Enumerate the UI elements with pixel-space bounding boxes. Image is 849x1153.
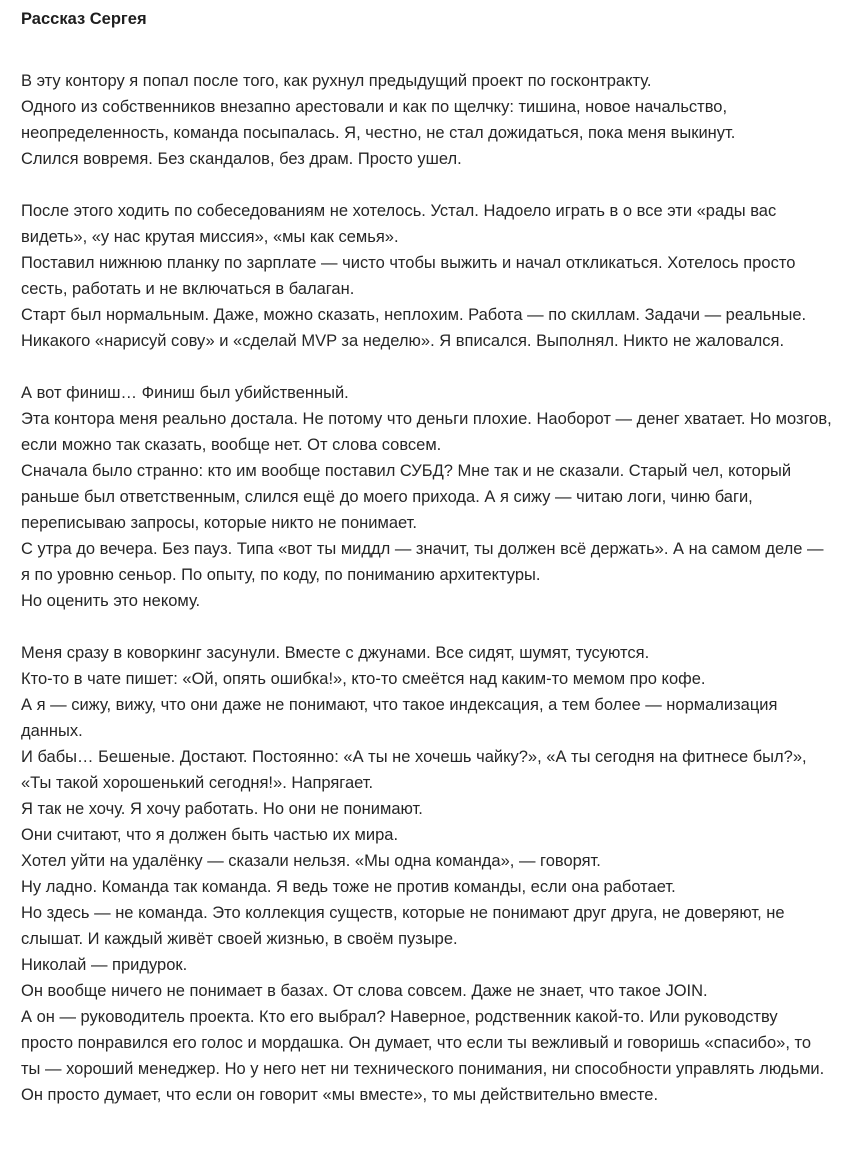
text-line: А он — руководитель проекта. Кто его выбрал? Наверное, родственник какой-то. Или руководству просто понравился его голос и мордашка. Он думает, что если ты вежливый и говоришь «спасибо», то ты — хороший менеджер. Но у него нет ни технического понимания, ни способности управлять людьми. Он просто думает, что если он говорит «мы вместе», то мы действительно вместе. (21, 1008, 829, 1104)
text-line: Одного из собственников внезапно арестовали и как по щелчку: тишина, новое начальство, неопределенность, команда посыпалась. Я, честно, не стал дожидаться, пока меня выкинут. (21, 98, 736, 142)
text-line: Но здесь — не команда. Это коллекция существ, которые не понимают друг друга, не доверяют, не слышат. И каждый живёт своей жизнью, в своём пузыре. (21, 904, 790, 948)
text-line: Хотел уйти на удалёнку — сказали нельзя. «Мы одна команда», — говорят. (21, 852, 601, 870)
text-line: С утра до вечера. Без пауз. Типа «вот ты миддл — значит, ты должен всё держать». А на самом деле — я по уровню сеньор. По опыту, по коду, по пониманию архитектуры. (21, 540, 829, 584)
document-title: Рассказ Сергея (21, 10, 147, 28)
paragraph-1 (21, 68, 833, 172)
text-line: Я так не хочу. Я хочу работать. Но они не понимают. (21, 800, 423, 818)
text-line: Ну ладно. Команда так команда. Я ведь тоже не против команды, если она работает. (21, 878, 676, 896)
text-line: А я — сижу, вижу, что они даже не понимают, что такое индексация, а тем более — нормализация данных. (21, 696, 783, 740)
text-line: Николай — придурок. (21, 956, 188, 974)
text-line: Но оценить это некому. (21, 592, 201, 610)
text-line: Эта контора меня реально достала. Не потому что деньги плохие. Наоборот — денег хватает. Но мозгов, если можно так сказать, вообще нет. От слова совсем. (21, 410, 837, 454)
paragraph-2 (21, 198, 833, 354)
text-line: После этого ходить по собеседованиям не хотелось. Устал. Надоело играть в о все эти «рады вас видеть», «у нас крутая миссия», «мы как семья». (21, 202, 781, 246)
text-line: А вот финиш… Финиш был убийственный. (21, 384, 349, 402)
text-line: И бабы… Бешеные. Достают. Постоянно: «А ты не хочешь чайку?», «А ты сегодня на фитнесе был?», «Ты такой хорошенький сегодня!». Напрягает. (21, 748, 812, 792)
text-line: Сначала было странно: кто им вообще поставил СУБД? Мне так и не сказали. Старый чел, который раньше был ответственным, слился ещё до моего прихода. А я сижу — читаю логи, чиню баги, переписываю запросы, которые никто не понимает. (21, 462, 796, 532)
text-line: В эту контору я попал после того, как рухнул предыдущий проект по госконтракту. (21, 72, 652, 90)
text-line: Поставил нижнюю планку по зарплате — чисто чтобы выжить и начал откликаться. Хотелось просто сесть, работать и не включаться в балаган. (21, 254, 800, 298)
text-line: Меня сразу в коворкинг засунули. Вместе с джунами. Все сидят, шумят, тусуются. (21, 644, 650, 662)
paragraph-3 (21, 380, 837, 614)
text-line: Старт был нормальным. Даже, можно сказать, неплохим. Работа — по скиллам. Задачи — реальные. Никакого «нарисуй сову» и «сделай MVP за неделю». Я вписался. Выполнял. Никто не жаловался. (21, 306, 811, 350)
text-line: Кто-то в чате пишет: «Ой, опять ошибка!», кто-то смеётся над каким-то мемом про кофе. (21, 670, 706, 688)
paragraph-4 (21, 640, 833, 1108)
document (21, 0, 837, 1134)
text-line: Слился вовремя. Без скандалов, без драм. Просто ушел. (21, 150, 462, 168)
text-line: Он вообще ничего не понимает в базах. От слова совсем. Даже не знает, что такое JOIN. (21, 982, 708, 1000)
document-body (21, 68, 837, 1108)
text-line: Они считают, что я должен быть частью их мира. (21, 826, 399, 844)
